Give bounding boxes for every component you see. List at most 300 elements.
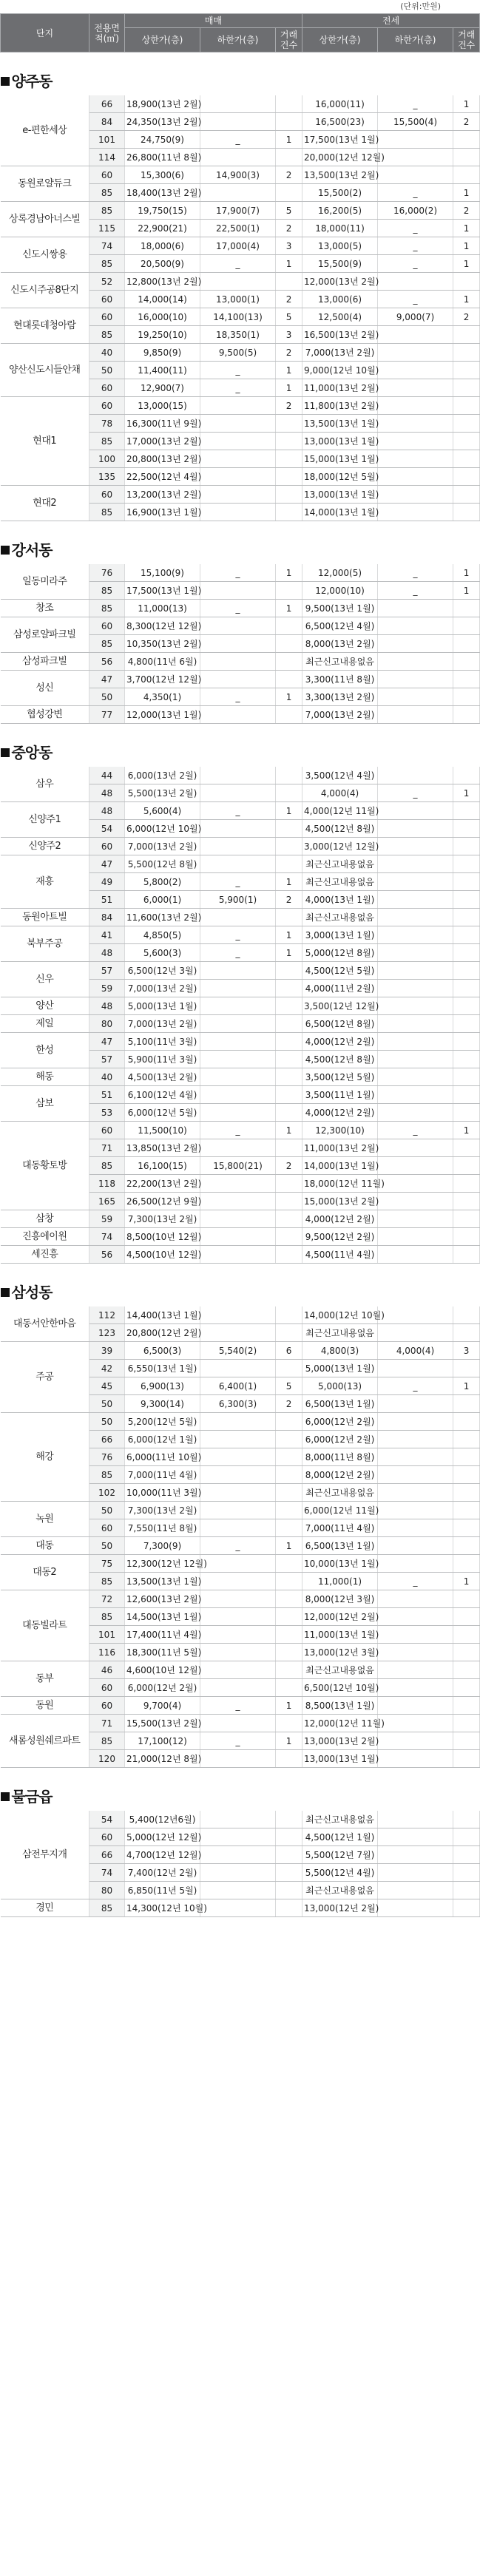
sale-count-cell	[276, 1679, 302, 1697]
sale-upper-cell: 4,850(5)	[125, 926, 200, 944]
table-row	[1, 1033, 480, 1051]
header-lease-upper: 상한가(층)	[302, 28, 378, 52]
sale-upper-cell: 6,000(12년 5월)	[125, 1104, 200, 1122]
sale-lower-cell: _	[200, 688, 276, 706]
sale-upper-cell: 5,800(2)	[125, 873, 200, 891]
lease-count-cell	[453, 1697, 480, 1715]
table-row	[1, 1413, 480, 1431]
lease-lower-cell	[378, 653, 453, 671]
lease-lower-cell	[378, 415, 453, 433]
area-cell: 60	[89, 486, 125, 504]
sale-lower-cell: _	[200, 1697, 276, 1715]
lease-count-cell	[453, 1811, 480, 1828]
lease-upper-cell: 6,500(13년 1월)	[302, 1537, 378, 1555]
lease-lower-cell	[378, 1033, 453, 1051]
lease-upper-cell: 15,500(2)	[302, 184, 378, 202]
sale-lower-cell: 14,100(13)	[200, 308, 276, 326]
lease-upper-cell: 4,000(12년 2월)	[302, 1033, 378, 1051]
section-cell	[1, 724, 480, 767]
sale-upper-cell: 7,300(9)	[125, 1537, 200, 1555]
sale-count-cell: 1	[276, 362, 302, 379]
area-cell: 60	[89, 379, 125, 397]
lease-upper-cell: 3,500(11년 1월)	[302, 1086, 378, 1104]
sale-upper-cell: 8,300(12년 12월)	[125, 617, 200, 635]
lease-count-cell	[453, 1882, 480, 1899]
sale-upper-cell: 13,000(15)	[125, 397, 200, 415]
area-cell: 41	[89, 926, 125, 944]
area-cell: 112	[89, 1306, 125, 1324]
lease-lower-cell	[378, 1086, 453, 1104]
sale-lower-cell	[200, 1519, 276, 1537]
complex-name: 삼전무지개	[1, 1811, 89, 1899]
complex-name: 성신	[1, 671, 89, 706]
sale-count-cell	[276, 1210, 302, 1228]
lease-lower-cell	[378, 635, 453, 653]
sale-upper-cell: 6,000(1)	[125, 891, 200, 909]
lease-lower-cell: _	[378, 784, 453, 802]
lease-count-cell: 1	[453, 291, 480, 308]
lease-lower-cell	[378, 1139, 453, 1157]
complex-name: 대동서안한마음	[1, 1306, 89, 1342]
lease-upper-cell: 최근신고내용없음	[302, 1811, 378, 1828]
area-cell: 123	[89, 1324, 125, 1342]
lease-lower-cell	[378, 1679, 453, 1697]
lease-upper-cell: 8,000(12년 3월)	[302, 1590, 378, 1608]
square-bullet-icon	[1, 1792, 10, 1801]
lease-lower-cell	[378, 980, 453, 997]
sale-upper-cell: 18,000(6)	[125, 237, 200, 255]
sale-upper-cell: 4,500(13년 2월)	[125, 1068, 200, 1086]
area-cell: 60	[89, 1697, 125, 1715]
lease-upper-cell: 8,000(11년 8월)	[302, 1448, 378, 1466]
lease-lower-cell	[378, 344, 453, 362]
lease-count-cell	[453, 653, 480, 671]
lease-upper-cell: 14,000(13년 1월)	[302, 504, 378, 521]
lease-count-cell	[453, 486, 480, 504]
area-cell: 85	[89, 504, 125, 521]
lease-count-cell	[453, 671, 480, 688]
header-sale-lower: 하한가(층)	[200, 28, 276, 52]
lease-lower-cell: _	[378, 1573, 453, 1590]
sale-count-cell	[276, 450, 302, 468]
sale-lower-cell: _	[200, 873, 276, 891]
lease-upper-cell: 최근신고내용없음	[302, 855, 378, 873]
area-cell: 80	[89, 1882, 125, 1899]
lease-upper-cell: 15,500(9)	[302, 255, 378, 273]
lease-count-cell	[453, 767, 480, 784]
area-cell: 80	[89, 1015, 125, 1033]
area-cell: 102	[89, 1484, 125, 1502]
sale-count-cell	[276, 1086, 302, 1104]
lease-upper-cell: 16,500(13년 2월)	[302, 326, 378, 344]
sale-count-cell	[276, 273, 302, 291]
sale-count-cell: 1	[276, 1122, 302, 1139]
lease-lower-cell	[378, 1846, 453, 1864]
sale-count-cell	[276, 784, 302, 802]
complex-name: 삼성파크빌	[1, 653, 89, 671]
sale-upper-cell: 4,350(1)	[125, 688, 200, 706]
lease-count-cell	[453, 1068, 480, 1086]
lease-upper-cell: 13,000(13년 1월)	[302, 486, 378, 504]
lease-upper-cell: 7,000(13년 2월)	[302, 706, 378, 724]
sale-upper-cell: 16,000(10)	[125, 308, 200, 326]
area-cell: 47	[89, 1033, 125, 1051]
sale-lower-cell	[200, 1644, 276, 1661]
sale-count-cell: 3	[276, 326, 302, 344]
lease-upper-cell: 4,000(12년 11월)	[302, 802, 378, 820]
sale-upper-cell: 19,750(15)	[125, 202, 200, 220]
sale-lower-cell: _	[200, 1122, 276, 1139]
lease-lower-cell	[378, 997, 453, 1015]
lease-count-cell	[453, 1846, 480, 1864]
sale-lower-cell	[200, 1864, 276, 1882]
area-cell: 48	[89, 997, 125, 1015]
lease-count-cell: 1	[453, 784, 480, 802]
area-cell: 84	[89, 909, 125, 926]
sale-upper-cell: 6,850(11년 5월)	[125, 1882, 200, 1899]
sale-upper-cell: 7,000(13년 2월)	[125, 1015, 200, 1033]
sale-count-cell	[276, 1882, 302, 1899]
lease-lower-cell	[378, 397, 453, 415]
lease-upper-cell: 6,500(12년 8월)	[302, 1015, 378, 1033]
sale-lower-cell	[200, 671, 276, 688]
sale-upper-cell: 21,000(12년 8월)	[125, 1750, 200, 1768]
lease-count-cell	[453, 1306, 480, 1324]
lease-lower-cell	[378, 802, 453, 820]
area-cell: 59	[89, 1210, 125, 1228]
header-sale-upper: 상한가(층)	[125, 28, 200, 52]
sale-upper-cell: 11,500(10)	[125, 1122, 200, 1139]
complex-name: 현대2	[1, 486, 89, 521]
sale-upper-cell: 7,000(13년 2월)	[125, 980, 200, 997]
area-cell: 39	[89, 1342, 125, 1360]
lease-count-cell	[453, 688, 480, 706]
sale-count-cell	[276, 95, 302, 113]
sale-lower-cell	[200, 397, 276, 415]
sale-upper-cell: 14,400(13년 1월)	[125, 1306, 200, 1324]
lease-count-cell	[453, 1899, 480, 1917]
sale-upper-cell: 9,300(14)	[125, 1395, 200, 1413]
lease-upper-cell: 17,500(13년 1월)	[302, 131, 378, 149]
lease-lower-cell	[378, 1068, 453, 1086]
table-row	[1, 1555, 480, 1573]
lease-count-cell	[453, 1431, 480, 1448]
section-row	[1, 521, 480, 565]
sale-lower-cell: 18,350(1)	[200, 326, 276, 344]
area-cell: 57	[89, 1051, 125, 1068]
table-row	[1, 1811, 480, 1828]
complex-name: 세진흥	[1, 1246, 89, 1264]
sale-lower-cell: 22,500(1)	[200, 220, 276, 237]
area-cell: 74	[89, 237, 125, 255]
header-complex: 단지	[1, 14, 89, 52]
section-row	[1, 1264, 480, 1307]
sale-upper-cell: 5,500(13년 2월)	[125, 784, 200, 802]
sale-count-cell	[276, 855, 302, 873]
table-row	[1, 564, 480, 582]
lease-upper-cell: 7,000(11년 4월)	[302, 1519, 378, 1537]
lease-lower-cell	[378, 1051, 453, 1068]
lease-upper-cell: 12,000(13년 2월)	[302, 273, 378, 291]
sale-count-cell	[276, 962, 302, 980]
lease-upper-cell: 13,500(13년 2월)	[302, 166, 378, 184]
sale-count-cell	[276, 909, 302, 926]
sale-upper-cell: 5,900(11년 3월)	[125, 1051, 200, 1068]
lease-count-cell	[453, 1750, 480, 1768]
lease-upper-cell: 9,000(12년 10월)	[302, 362, 378, 379]
sale-count-cell	[276, 1413, 302, 1431]
sale-upper-cell: 16,100(15)	[125, 1157, 200, 1175]
sale-upper-cell: 26,800(11년 8월)	[125, 149, 200, 166]
lease-count-cell	[453, 962, 480, 980]
lease-upper-cell: 4,000(11년 2월)	[302, 980, 378, 997]
lease-upper-cell: 최근신고내용없음	[302, 1484, 378, 1502]
lease-lower-cell	[378, 468, 453, 486]
area-cell: 165	[89, 1193, 125, 1210]
sale-upper-cell: 4,800(11년 6월)	[125, 653, 200, 671]
sale-count-cell	[276, 1519, 302, 1537]
lease-upper-cell: 4,500(12년 8월)	[302, 1051, 378, 1068]
area-cell: 60	[89, 397, 125, 415]
sale-upper-cell: 4,700(12년 12월)	[125, 1846, 200, 1864]
lease-count-cell	[453, 504, 480, 521]
sale-lower-cell	[200, 1555, 276, 1573]
lease-upper-cell: 6,500(12년 4월)	[302, 617, 378, 635]
area-cell: 50	[89, 1537, 125, 1555]
header-lease-count: 거래건수	[453, 28, 480, 52]
sale-upper-cell: 14,500(13년 1월)	[125, 1608, 200, 1626]
lease-count-cell	[453, 468, 480, 486]
complex-name: 경민	[1, 1899, 89, 1917]
lease-count-cell	[453, 1644, 480, 1661]
area-cell: 54	[89, 820, 125, 838]
area-cell: 85	[89, 635, 125, 653]
sale-count-cell	[276, 1448, 302, 1466]
lease-count-cell	[453, 362, 480, 379]
sale-upper-cell: 8,500(10년 12월)	[125, 1228, 200, 1246]
complex-name: 양산	[1, 997, 89, 1015]
complex-name: 현대1	[1, 397, 89, 486]
sale-count-cell	[276, 617, 302, 635]
sale-upper-cell: 7,300(13년 2월)	[125, 1210, 200, 1228]
lease-lower-cell	[378, 617, 453, 635]
sale-upper-cell: 24,350(13년 2월)	[125, 113, 200, 131]
sale-lower-cell	[200, 1033, 276, 1051]
lease-upper-cell: 12,000(12년 2월)	[302, 1608, 378, 1626]
lease-upper-cell: 12,000(12년 11월)	[302, 1715, 378, 1732]
lease-lower-cell: 16,000(2)	[378, 202, 453, 220]
lease-upper-cell: 14,000(13년 1월)	[302, 1157, 378, 1175]
table-row	[1, 838, 480, 855]
sale-count-cell: 1	[276, 1732, 302, 1750]
lease-upper-cell: 13,000(12년 2월)	[302, 1899, 378, 1917]
lease-count-cell	[453, 1679, 480, 1697]
sale-count-cell	[276, 1324, 302, 1342]
sale-lower-cell: _	[200, 255, 276, 273]
lease-upper-cell: 4,800(3)	[302, 1342, 378, 1360]
lease-count-cell	[453, 1360, 480, 1377]
sale-upper-cell: 20,500(9)	[125, 255, 200, 273]
sale-lower-cell	[200, 1811, 276, 1828]
lease-count-cell	[453, 1246, 480, 1264]
sale-count-cell	[276, 980, 302, 997]
complex-name: 제일	[1, 1015, 89, 1033]
area-cell: 50	[89, 1413, 125, 1431]
lease-count-cell	[453, 838, 480, 855]
area-cell: 66	[89, 1431, 125, 1448]
sale-count-cell	[276, 838, 302, 855]
section-title	[1, 541, 53, 559]
table-row	[1, 1697, 480, 1715]
table-row	[1, 1342, 480, 1360]
lease-lower-cell	[378, 486, 453, 504]
sale-upper-cell: 5,100(11년 3월)	[125, 1033, 200, 1051]
sale-count-cell	[276, 997, 302, 1015]
sale-lower-cell	[200, 1828, 276, 1846]
lease-lower-cell	[378, 706, 453, 724]
sale-lower-cell: _	[200, 131, 276, 149]
sale-upper-cell: 4,500(10년 12월)	[125, 1246, 200, 1264]
lease-lower-cell: 15,500(4)	[378, 113, 453, 131]
complex-name: 신양주2	[1, 838, 89, 855]
complex-name: 삼보	[1, 1086, 89, 1122]
sale-count-cell	[276, 1661, 302, 1679]
sale-lower-cell	[200, 1051, 276, 1068]
sale-lower-cell	[200, 415, 276, 433]
area-cell: 72	[89, 1590, 125, 1608]
table-row	[1, 1661, 480, 1679]
sale-count-cell: 1	[276, 944, 302, 962]
area-cell: 85	[89, 1608, 125, 1626]
lease-upper-cell: 15,000(13년 1월)	[302, 450, 378, 468]
lease-lower-cell	[378, 688, 453, 706]
area-cell: 42	[89, 1360, 125, 1377]
sale-lower-cell	[200, 1626, 276, 1644]
sale-lower-cell	[200, 1502, 276, 1519]
sale-count-cell: 1	[276, 873, 302, 891]
area-cell: 48	[89, 802, 125, 820]
lease-count-cell	[453, 1086, 480, 1104]
sale-lower-cell	[200, 784, 276, 802]
section-title	[1, 1284, 53, 1301]
section-title-text: 강서동	[11, 541, 53, 559]
area-cell: 78	[89, 415, 125, 433]
sale-count-cell: 1	[276, 600, 302, 617]
sale-count-cell	[276, 1360, 302, 1377]
lease-upper-cell: 13,000(12년 3월)	[302, 1644, 378, 1661]
sale-lower-cell	[200, 1306, 276, 1324]
lease-lower-cell	[378, 1104, 453, 1122]
lease-upper-cell: 최근신고내용없음	[302, 909, 378, 926]
complex-name: 신도시쌍용	[1, 237, 89, 273]
complex-name: 녹원	[1, 1502, 89, 1537]
lease-upper-cell: 5,500(12년 4월)	[302, 1864, 378, 1882]
lease-upper-cell: 4,000(12년 2월)	[302, 1210, 378, 1228]
complex-name: 동원로얄듀크	[1, 166, 89, 202]
lease-lower-cell	[378, 1732, 453, 1750]
lease-lower-cell: _	[378, 220, 453, 237]
lease-upper-cell: 7,000(13년 2월)	[302, 344, 378, 362]
sale-count-cell	[276, 1193, 302, 1210]
sale-lower-cell	[200, 1139, 276, 1157]
sale-lower-cell	[200, 113, 276, 131]
complex-name: e-편한세상	[1, 95, 89, 166]
area-cell: 66	[89, 1846, 125, 1864]
sale-upper-cell: 17,000(13년 2월)	[125, 433, 200, 450]
lease-count-cell	[453, 1466, 480, 1484]
sale-count-cell	[276, 1068, 302, 1086]
sale-lower-cell	[200, 1431, 276, 1448]
lease-count-cell: 1	[453, 582, 480, 600]
lease-upper-cell: 3,000(13년 1월)	[302, 926, 378, 944]
lease-upper-cell: 4,500(11년 4월)	[302, 1246, 378, 1264]
sale-lower-cell	[200, 997, 276, 1015]
sale-count-cell: 1	[276, 255, 302, 273]
lease-lower-cell	[378, 944, 453, 962]
lease-upper-cell: 13,000(5)	[302, 237, 378, 255]
lease-count-cell	[453, 1175, 480, 1193]
lease-lower-cell	[378, 450, 453, 468]
area-cell: 53	[89, 1104, 125, 1122]
area-cell: 48	[89, 944, 125, 962]
lease-count-cell	[453, 1051, 480, 1068]
area-cell: 48	[89, 784, 125, 802]
complex-name: 동부	[1, 1661, 89, 1697]
sale-lower-cell	[200, 486, 276, 504]
lease-upper-cell: 8,000(12년 2월)	[302, 1466, 378, 1484]
area-cell: 114	[89, 149, 125, 166]
lease-lower-cell	[378, 1697, 453, 1715]
complex-name: 삼우	[1, 767, 89, 802]
complex-name: 재흥	[1, 855, 89, 909]
sale-count-cell: 2	[276, 220, 302, 237]
lease-upper-cell: 최근신고내용없음	[302, 1324, 378, 1342]
sale-count-cell	[276, 1431, 302, 1448]
sale-upper-cell: 12,000(13년 1월)	[125, 706, 200, 724]
lease-upper-cell: 20,000(12년 12월)	[302, 149, 378, 166]
lease-count-cell	[453, 149, 480, 166]
area-cell: 50	[89, 1502, 125, 1519]
lease-upper-cell: 6,500(12년 10월)	[302, 1679, 378, 1697]
square-bullet-icon	[1, 748, 10, 757]
lease-upper-cell: 3,500(12년 12월)	[302, 997, 378, 1015]
table-row	[1, 617, 480, 635]
table-row	[1, 802, 480, 820]
sale-count-cell	[276, 1246, 302, 1264]
table-row	[1, 1210, 480, 1228]
sale-count-cell	[276, 1228, 302, 1246]
lease-lower-cell: 9,000(7)	[378, 308, 453, 326]
sale-count-cell	[276, 486, 302, 504]
area-cell: 60	[89, 838, 125, 855]
sale-upper-cell: 6,550(13년 1월)	[125, 1360, 200, 1377]
header-area: 전용면적(㎡)	[89, 14, 125, 52]
lease-lower-cell	[378, 1644, 453, 1661]
lease-lower-cell	[378, 1175, 453, 1193]
lease-count-cell: 1	[453, 237, 480, 255]
lease-count-cell	[453, 415, 480, 433]
area-cell: 76	[89, 564, 125, 582]
sale-count-cell	[276, 706, 302, 724]
complex-name: 현대롯데청아람	[1, 308, 89, 344]
lease-lower-cell: _	[378, 184, 453, 202]
sale-lower-cell	[200, 1882, 276, 1899]
area-cell: 85	[89, 433, 125, 450]
sale-upper-cell: 7,000(13년 2월)	[125, 838, 200, 855]
lease-count-cell	[453, 1033, 480, 1051]
lease-lower-cell	[378, 855, 453, 873]
area-cell: 60	[89, 617, 125, 635]
